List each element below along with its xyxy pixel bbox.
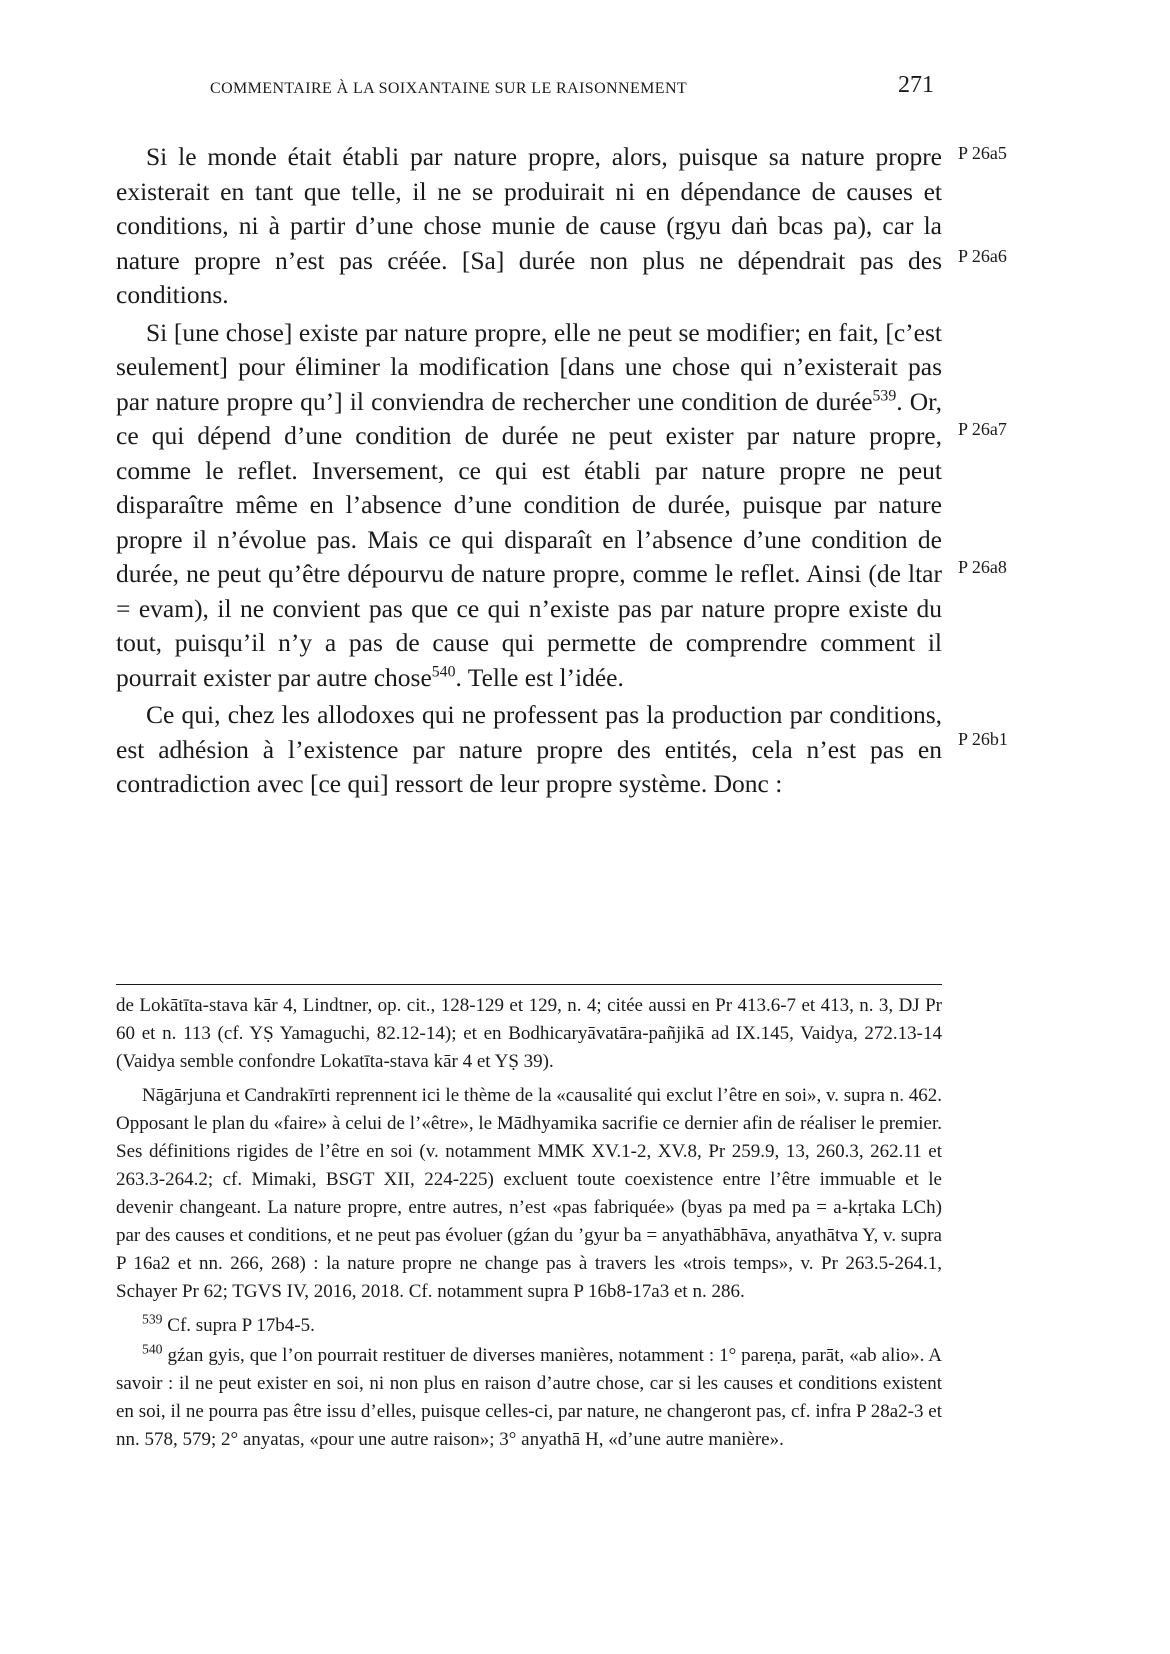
paragraph-2-part-1: Si [une chose] existe par nature propre, elle ne peut se modifier; en fait, [c’est seulement] pour éliminer la modification [dans une chose qui n’existerait pas par nature propre qu’] il conviendra de rechercher une condition de durée <box>116 317 942 416</box>
paragraph-1: Si le monde était établi par nature propre, alors, puisque sa nature propre existerait en tant que telle, il ne se produirait ni en dépendance de causes et conditions, ni à partir d’une chose munie de cause (rgyu daṅ bcas pa), car la nature propre n’est pas créée. [Sa] durée non plus ne dépendrait pas des conditions. <box>116 142 942 309</box>
footnote-539-text: Cf. supra P 17b4-5. <box>167 1315 315 1336</box>
paragraph-2-part-2: . Or, ce qui dépend d’une condition de durée ne peut exister par nature propre, comme le reflet. Inversement, ce qui est établi par nature propre ne peut disparaître même en l’absence d’une condition de durée, puisque par nature propre il n’évolue pas. Mais ce qui disparaît en l’absence d’une condition de durée, ne peut qu’être dépourvu de nature propre, comme le reflet. Ainsi (de ltar = evam), il ne convient pas que ce qui n’existe pas par nature propre existe du tout, puisqu’il n’y a pas de cause qui permette de comprendre comment il pourrait exister par autre chose <box>116 386 942 692</box>
paragraph-2-part-3: . Telle est l’idée. <box>455 662 624 692</box>
page-number: 271 <box>898 72 934 98</box>
footnote-540-number: 540 <box>142 1341 163 1357</box>
footnote-539 <box>116 1312 942 1340</box>
footnote-rule <box>116 984 942 985</box>
note-paragraph: Nāgārjuna et Candrakīrti reprennent ici le thème de la «causalité qui exclut l’être en soi», v. supra n. 462. Opposant le plan du «faire» à celui de l’«être», le Mādhyamika sacrifie ce dernier afin de réaliser le premier. Ses définitions rigides de l’être en soi (v. notamment MMK XV.1-2, XV.8, Pr 259.9, 13, 260.3, 262.11 et 263.3-264.2; cf. Mimaki, BSGT XII, 224-225) excluent toute coexistence entre l’être immuable et le devenir changeant. La nature propre, entre autres, n’est «pas fabriquée» (byas pa med pa = a-kṛtaka LCh) par des causes et conditions, et ne peut pas évoluer (gźan du ’gyur ba = anyathābhāva, anyathātva Y, v. supra P 16a2 et nn. 266, 268) : la nature propre ne change pas à travers les «trois temps», v. Pr 263.5-264.1, Schayer Pr 62; TGVS IV, 2016, 2018. Cf. notamment supra P 16b8-17a3 et n. 286. <box>116 1085 942 1302</box>
margin-ref-p26a8: P 26a8 <box>958 557 1007 577</box>
footnotes <box>116 992 942 1454</box>
footnote-ref-540: 540 <box>431 663 456 680</box>
margin-ref-p26b1: P 26b1 <box>958 729 1008 749</box>
margin-ref-p26a7: P 26a7 <box>958 419 1007 439</box>
main-text <box>116 140 942 802</box>
footnote-539-number: 539 <box>142 1311 163 1327</box>
note-continuation: de Lokātīta-stava kār 4, Lindtner, op. cit., 128-129 et 129, n. 4; citée aussi en Pr 413.6-7 et 413, n. 3, DJ Pr 60 et n. 113 (cf. YṢ Yamaguchi, 82.12-14); et en Bodhicaryāvatāra-pañjikā ad IX.145, Vaidya, 272.13-14 (Vaidya semble confondre Lokatīta-stava kār 4 et YṢ 39). <box>116 995 942 1072</box>
paragraph-2 <box>116 316 942 696</box>
footnote-540-text: gźan gyis, que l’on pourrait restituer de diverses manières, notamment : 1° pareṇa, parāt, «ab alio». A savoir : il ne peut exister en soi, ni non plus en raison d’autre chose, car si les causes et conditions existent en soi, il ne pourra pas être issu d’elles, puisque celles-ci, par nature, ne changeront pas, cf. infra P 28a2-3 et nn. 578, 579; 2° anyatas, «pour une autre raison»; 3° anyathā H, «d’une autre manière». <box>116 1345 942 1450</box>
paragraph-3: Ce qui, chez les allodoxes qui ne professent pas la production par conditions, est adhésion à l’existence par nature propre des entités, cela n’est pas en contradiction avec [ce qui] ressort de leur propre système. Donc : <box>116 700 942 798</box>
footnote-540 <box>116 1342 942 1454</box>
margin-ref-p26a5: P 26a5 <box>958 143 1007 163</box>
margin-ref-p26a6: P 26a6 <box>958 246 1007 266</box>
footnote-ref-539: 539 <box>872 387 897 404</box>
running-title: COMMENTAIRE À LA SOIXANTAINE SUR LE RAISONNEMENT <box>210 80 688 97</box>
